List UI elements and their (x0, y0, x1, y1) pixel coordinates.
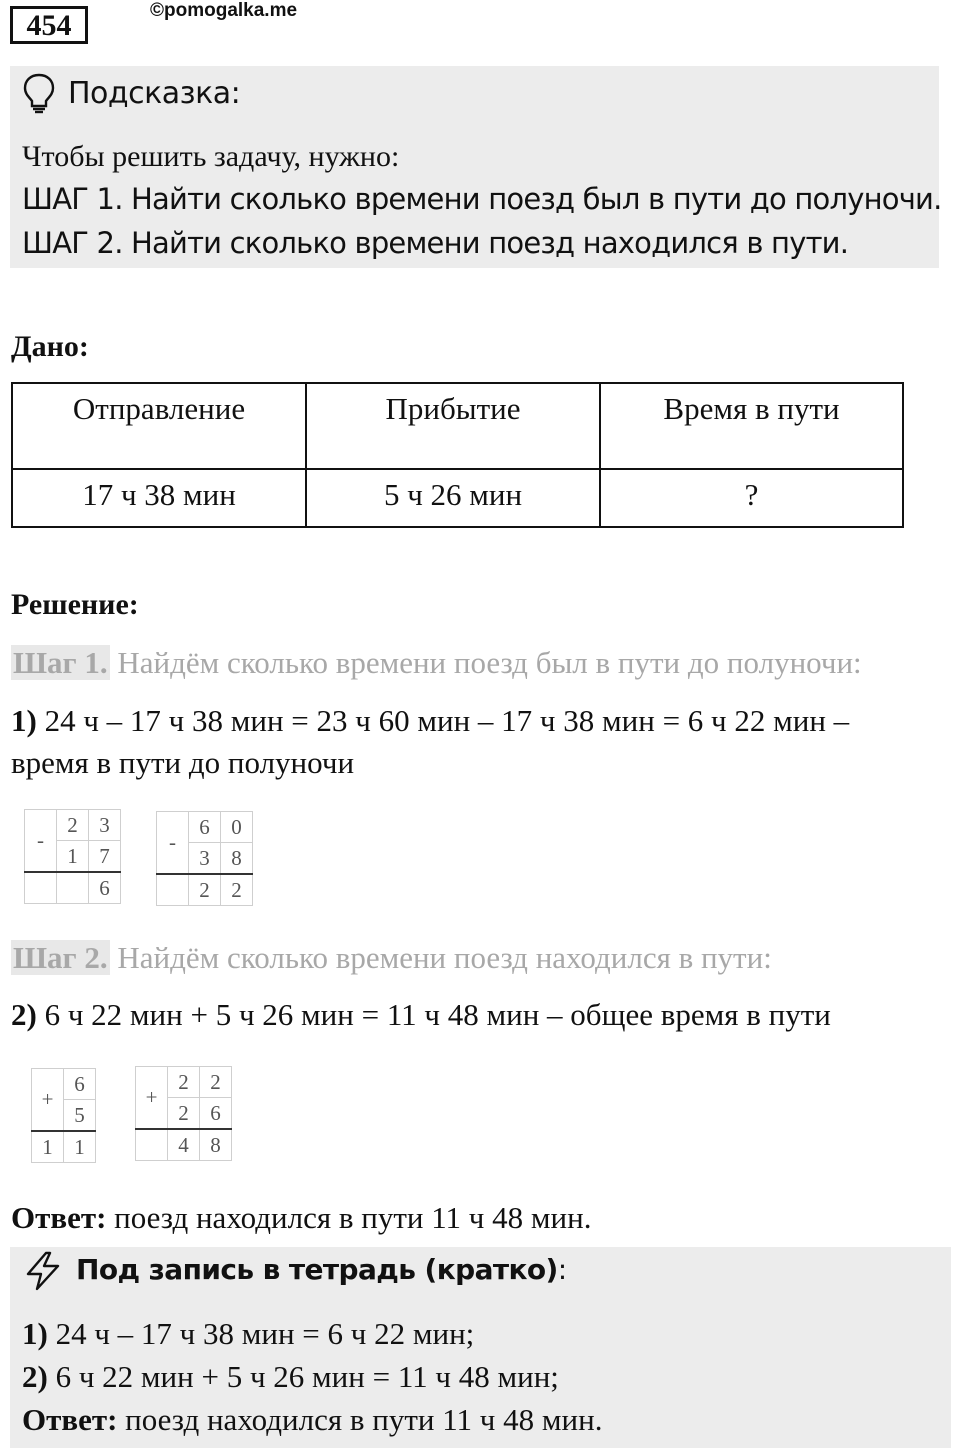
answer-label: Ответ: (11, 1200, 107, 1235)
step-1-heading (11, 645, 862, 681)
solution-line-1 (11, 703, 849, 739)
column-subtraction-hours (24, 809, 121, 904)
line-text: 6 ч 22 мин + 5 ч 26 мин = 11 ч 48 мин; (47, 1359, 559, 1394)
hint-step-label: ШАГ 2. (22, 226, 123, 260)
table-row (12, 469, 903, 527)
line-text: 24 ч – 17 ч 38 мин = 23 ч 60 мин – 17 ч 38 мин = 6 ч 22 мин – (36, 703, 850, 738)
column-addition-minutes (135, 1066, 232, 1161)
answer-label: Ответ: (22, 1402, 118, 1437)
minus-sign: - (157, 812, 189, 875)
line-number: 1) (22, 1316, 48, 1351)
solution-heading: Решение: (11, 588, 139, 621)
digit: 0 (221, 812, 253, 843)
digit: 6 (89, 872, 121, 904)
lightbulb-icon (22, 72, 56, 114)
hint-title: Подсказка: (68, 76, 241, 111)
line-text: поезд находился в пути 11 ч 48 мин. (117, 1402, 603, 1437)
solution-line-2 (11, 997, 831, 1033)
solution-line-1-cont: время в пути до полуночи (11, 745, 355, 780)
digit (157, 874, 189, 906)
digit: 6 (189, 812, 221, 843)
digit (136, 1129, 168, 1161)
answer-text: поезд находился в пути 11 ч 48 мин. (106, 1200, 592, 1235)
digit (57, 872, 89, 904)
digit: 2 (200, 1067, 232, 1098)
digit: 2 (168, 1098, 200, 1130)
step-2-heading (11, 940, 772, 976)
notebook-title-text: Под запись в тетрадь (кратко) (76, 1253, 558, 1286)
digit: 7 (89, 841, 121, 873)
header-arrival: Прибытие (306, 383, 600, 469)
digit: 8 (200, 1129, 232, 1161)
column-subtraction-minutes (156, 811, 253, 906)
given-heading: Дано: (11, 330, 89, 363)
line-number: 2) (22, 1359, 48, 1394)
value-travel-time: ? (600, 469, 903, 527)
notebook-line-2 (22, 1359, 559, 1395)
digit: 2 (189, 874, 221, 906)
digit: 2 (168, 1067, 200, 1098)
digit: 2 (57, 810, 89, 841)
plus-sign: + (136, 1067, 168, 1130)
digit: 1 (57, 841, 89, 873)
hint-step-text: Найти сколько времени поезд был в пути до полуночи. (122, 182, 942, 216)
value-departure: 17 ч 38 мин (12, 469, 306, 527)
notebook-title (76, 1253, 567, 1286)
digit: 1 (32, 1131, 64, 1163)
digit: 3 (189, 843, 221, 875)
hint-step-text: Найти сколько времени поезд находился в пути. (122, 226, 849, 260)
hint-step-1 (22, 182, 942, 216)
digit (25, 872, 57, 904)
minus-sign: - (25, 810, 57, 873)
step-label: Шаг 1. (13, 645, 108, 680)
notebook-line-3 (22, 1402, 602, 1438)
header-departure: Отправление (12, 383, 306, 469)
line-number: 2) (11, 997, 37, 1032)
line-number: 1) (11, 703, 37, 738)
answer-line (11, 1200, 591, 1236)
table-header-row (12, 383, 903, 469)
digit: 6 (64, 1069, 96, 1100)
digit: 1 (64, 1131, 96, 1163)
notebook-line-1 (22, 1316, 474, 1352)
digit: 3 (89, 810, 121, 841)
step-text: Найдём сколько времени поезд был в пути до полуночи: (109, 645, 862, 680)
notebook-title-colon: : (557, 1253, 567, 1286)
hint-step-2 (22, 226, 848, 260)
lightning-icon (22, 1250, 64, 1292)
header-travel-time: Время в пути (600, 383, 903, 469)
site-watermark: ©pomogalka.me (150, 0, 298, 21)
line-text: 6 ч 22 мин + 5 ч 26 мин = 11 ч 48 мин – общее время в пути (36, 997, 831, 1032)
digit: 6 (200, 1098, 232, 1130)
plus-sign: + (32, 1069, 64, 1132)
column-addition-hours (31, 1068, 96, 1163)
given-table (11, 382, 904, 528)
step-text: Найдём сколько времени поезд находился в пути: (109, 940, 772, 975)
digit: 2 (221, 874, 253, 906)
problem-number: 454 (10, 6, 88, 44)
hint-step-label: ШАГ 1. (22, 182, 123, 216)
digit: 4 (168, 1129, 200, 1161)
digit: 8 (221, 843, 253, 875)
step-label: Шаг 2. (13, 940, 108, 975)
value-arrival: 5 ч 26 мин (306, 469, 600, 527)
hint-intro: Чтобы решить задачу, нужно: (22, 140, 400, 173)
digit: 5 (64, 1100, 96, 1132)
line-text: 24 ч – 17 ч 38 мин = 6 ч 22 мин; (47, 1316, 475, 1351)
